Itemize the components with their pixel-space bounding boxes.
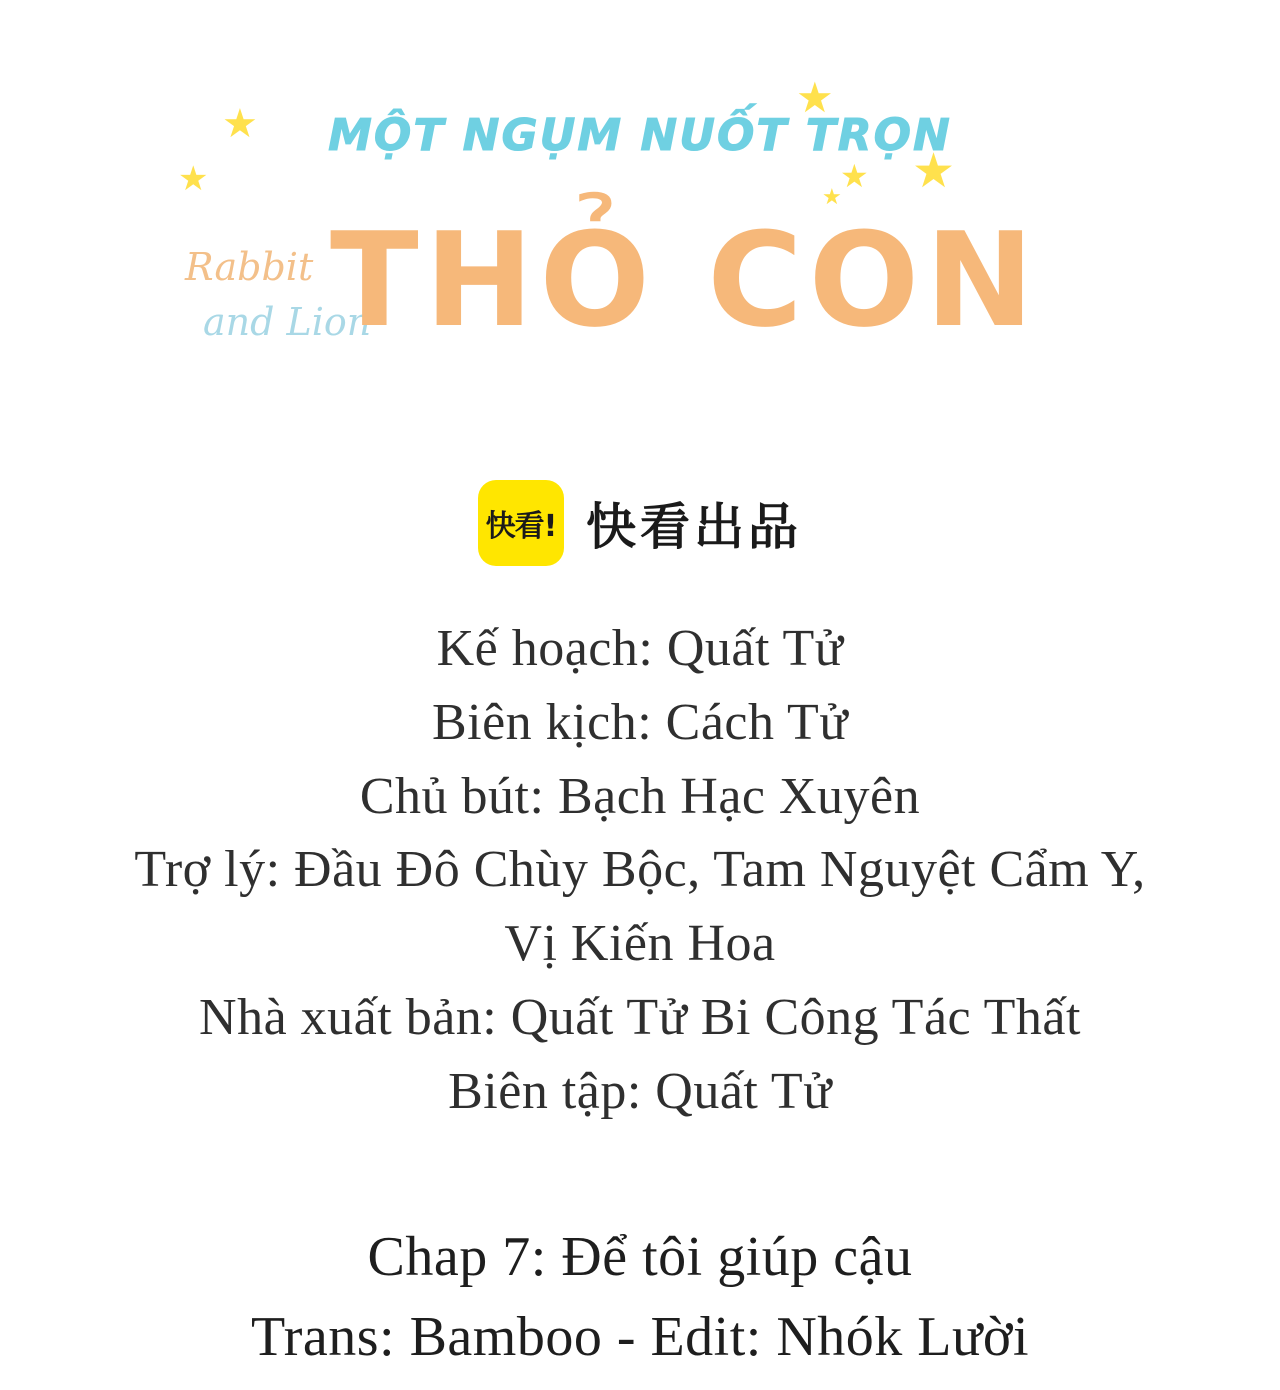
credit-line: Trợ lý: Đầu Đô Chùy Bộc, Tam Nguyệt Cẩm Y, <box>134 841 1146 899</box>
kuaikan-logo-icon: 快看! <box>478 480 564 566</box>
series-english-line-2: and Lion <box>203 300 372 345</box>
footer-block <box>0 1218 1280 1377</box>
credit-line: Biên tập: Quất Tử <box>448 1062 832 1120</box>
star-icon: ★ <box>822 184 842 209</box>
page-title: THỎ CON <box>330 204 1040 356</box>
credit-line: Chủ bút: Bạch Hạc Xuyên <box>359 767 921 825</box>
star-icon: ★ <box>796 76 834 122</box>
title-block <box>0 0 1280 430</box>
star-icon: ★ <box>912 145 956 198</box>
star-icon: ★ <box>222 101 258 146</box>
publisher-badge <box>0 480 1280 566</box>
credit-line: Nhà xuất bản: Quất Tử Bi Công Tác Thất <box>199 989 1081 1047</box>
credit-line: Vị Kiến Hoa <box>504 915 776 973</box>
series-subtitle: MỘT NGỤM NUỐT TRỌN <box>328 110 952 161</box>
credit-line: Kế hoạch: Quất Tử <box>436 620 844 677</box>
chapter-title: Chap 7: Để tôi giúp cậu <box>367 1226 913 1288</box>
star-icon: ★ <box>178 161 209 198</box>
star-icon: ★ <box>840 158 869 194</box>
credits-list <box>0 612 1280 1129</box>
translation-team: Trans: Bamboo - Edit: Nhók Lười <box>250 1305 1030 1368</box>
publisher-label: 快看出品 <box>586 498 802 556</box>
credit-line: Biên kịch: Cách Tử <box>431 693 849 751</box>
series-english-line-1: Rabbit <box>185 245 314 289</box>
